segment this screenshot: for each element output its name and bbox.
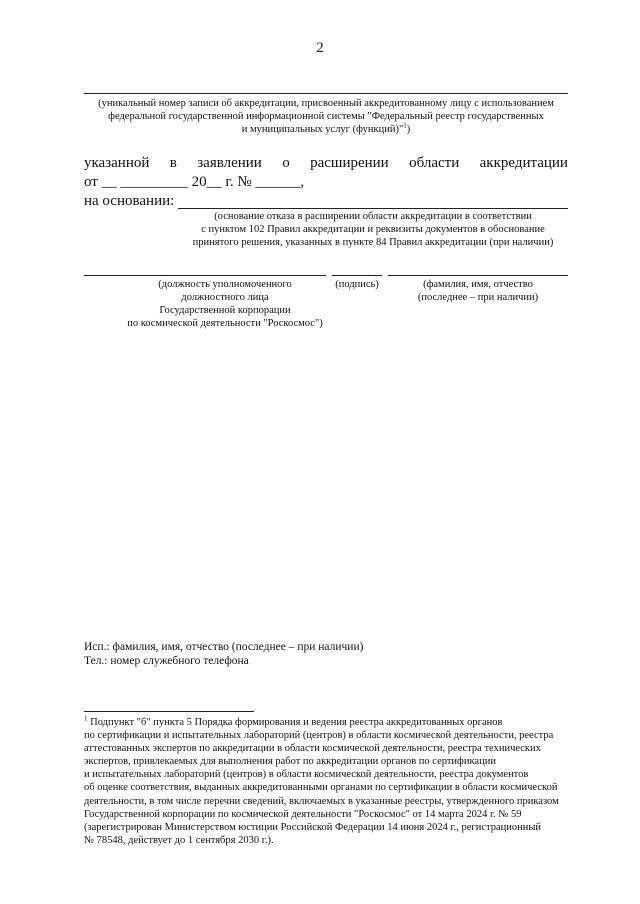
statement	[84, 154, 568, 211]
footnote-separator	[84, 711, 254, 712]
footnote-line: Государственной корпорации по космической деятельности "Роскосмос" от 14 марта 2024 г. № 59	[84, 808, 522, 820]
footnote-line: (зарегистрирован Министерством юстиции Российской Федерации 14 июня 2024 г., регистрационный	[84, 821, 542, 833]
footnote-line: аттестованных экспертов по аккредитации в области космической деятельности, реестра технических	[84, 743, 541, 755]
statement-word: области	[409, 155, 460, 171]
footnote-line: № 78548, действует до 1 сентября 2030 г.).	[84, 834, 274, 846]
basis-note-line1: (основание отказа в расширении области аккредитации в соответствии	[214, 211, 532, 222]
footnote-line: и испытательных лабораторий (центров) в области космической деятельности, реестра документов	[84, 769, 529, 781]
footnote-line: по сертификации и испытательных лабораторий (центров) в области космической деятельности, реестра	[84, 730, 554, 742]
footnote-line: об оценке соответствия, выданных аккредитованными органами по сертификации в области космической	[84, 782, 558, 794]
basis-line	[178, 208, 568, 209]
footnote-line: экспертов, привлекаемых для выполнения работ по аккредитации органов по сертификации	[84, 756, 496, 768]
statement-word: аккредитации	[479, 155, 568, 171]
footnote-marker: 1	[84, 714, 88, 723]
statement-word: заявлении	[197, 155, 262, 171]
statement-line1	[84, 154, 568, 173]
contact-info	[84, 640, 568, 668]
page-number: 2	[316, 40, 324, 56]
footnote	[84, 716, 568, 847]
phone-line: Тел.: номер служебного телефона	[84, 655, 249, 667]
basis-note-line3: принятого решения, указанных в пункте 84 Правил аккредитации (при наличии)	[192, 237, 554, 248]
signature-label: (подпись)	[335, 279, 379, 290]
executor-line: Исп.: фамилия, имя, отчество (последнее – при наличии)	[84, 641, 364, 653]
footnote-line: $^1$ Подпункт "б" пункта 5 Порядка формирования и ведения реестра аккредитованных органов	[84, 714, 503, 728]
name-label: (фамилия, имя, отчество (последнее – при наличии)	[417, 279, 539, 303]
statement-basis-label: на основании:	[84, 193, 175, 209]
statement-date-line: от __ _________ 20__ г. № ______,	[84, 174, 305, 190]
statement-word: о	[282, 155, 290, 171]
footnote-reference: 1	[403, 121, 407, 130]
position-line	[84, 275, 326, 276]
statement-word: в	[169, 155, 177, 171]
basis-note	[178, 210, 568, 249]
signature-line	[332, 275, 382, 276]
position-label: (должность уполномоченного должностного лица Государственной корпорации по космической деятельности "Роскосмос")	[127, 279, 323, 329]
statement-word: расширении	[310, 155, 389, 171]
registry-note-line1: (уникальный номер записи об аккредитации, присвоенный аккредитованному лицу с использованием	[98, 98, 554, 109]
statement-word: указанной	[84, 155, 150, 171]
footnote-line: деятельности, в том числе перечни сведений, включаемых в указанные реестры, утвержденного приказом	[84, 795, 559, 807]
registry-number-line	[84, 93, 568, 94]
registry-note	[84, 97, 568, 136]
basis-note-line2: с пунктом 102 Правил аккредитации и реквизиты документов в обоснование	[201, 224, 545, 235]
registry-note-line2: федеральной государственной информационной системы "Федеральный реестр государственных	[108, 111, 544, 122]
name-line	[388, 275, 568, 276]
registry-note-line3: и муниципальных услуг (функций)"$^1$)	[241, 121, 411, 135]
